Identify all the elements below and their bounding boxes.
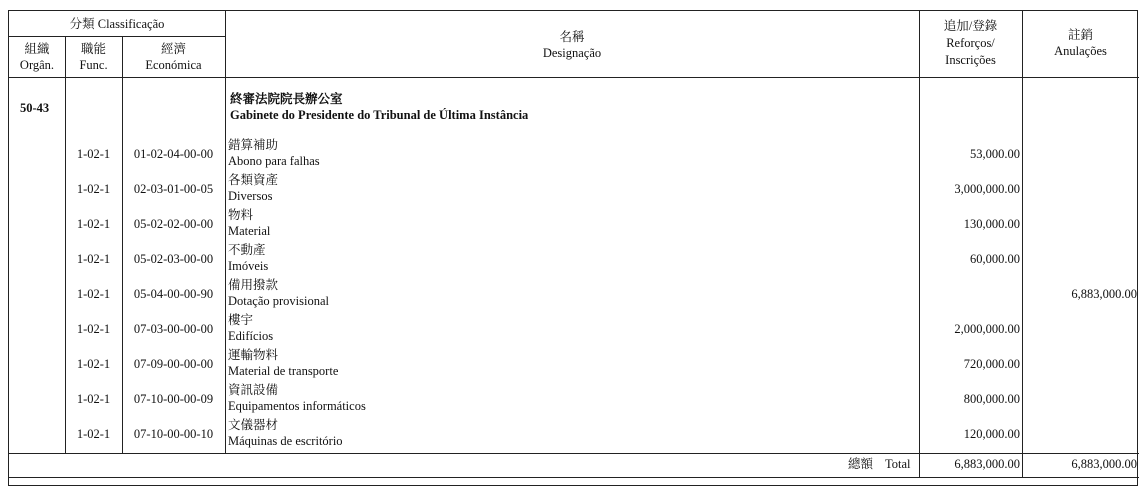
row-name-zh: 備用撥款 bbox=[228, 278, 279, 292]
row-name-pt: Diversos bbox=[228, 189, 273, 203]
organic-header-zh: 組織 bbox=[24, 42, 50, 56]
row-name-zh: 運輸物料 bbox=[228, 348, 279, 362]
designation-header-pt: Designação bbox=[542, 46, 602, 60]
row-reinforcement: 53,000.00 bbox=[970, 147, 1020, 161]
row-economic-code: 07-03-00-00-00 bbox=[133, 322, 214, 336]
row-economic-code: 07-09-00-00-00 bbox=[133, 357, 214, 371]
designation-header-zh: 名稱 bbox=[559, 30, 585, 44]
row-name-zh: 物料 bbox=[228, 208, 254, 222]
organic-header-pt: Orgân. bbox=[19, 58, 55, 72]
row-economic-code: 05-02-03-00-00 bbox=[133, 252, 214, 266]
row-economic-code: 05-02-02-00-00 bbox=[133, 217, 214, 231]
total-label-pt: Total bbox=[885, 457, 911, 471]
header-bottom-line bbox=[9, 77, 1139, 78]
row-name-pt: Máquinas de escritório bbox=[228, 434, 343, 448]
row-name-zh: 樓宇 bbox=[228, 313, 254, 327]
organic-code: 50-43 bbox=[20, 101, 50, 115]
row-reinforcement: 2,000,000.00 bbox=[954, 322, 1020, 336]
row-functional-code: 1-02-1 bbox=[76, 392, 111, 406]
row-functional-code: 1-02-1 bbox=[76, 217, 111, 231]
economic-header-pt: Económica bbox=[145, 58, 202, 72]
economic-header-zh: 經濟 bbox=[160, 42, 186, 56]
row-reinforcement: 3,000,000.00 bbox=[954, 182, 1020, 196]
functional-header-pt: Func. bbox=[79, 58, 108, 72]
total-annulment: 6,883,000.00 bbox=[1071, 457, 1137, 471]
row-name-zh: 文儀器材 bbox=[228, 418, 279, 432]
row-economic-code: 07-10-00-00-10 bbox=[133, 427, 214, 441]
col-divider-reinforcement bbox=[1022, 11, 1023, 477]
row-name-pt: Dotação provisional bbox=[228, 294, 330, 308]
budget-table bbox=[8, 10, 1138, 486]
row-economic-code: 01-02-04-00-00 bbox=[133, 147, 214, 161]
section-title-zh: 終審法院院長辦公室 bbox=[230, 92, 343, 106]
row-economic-code: 07-10-00-00-09 bbox=[133, 392, 214, 406]
annulment-header-pt: Anulações bbox=[1054, 44, 1107, 58]
row-functional-code: 1-02-1 bbox=[76, 427, 111, 441]
row-economic-code: 05-04-00-00-90 bbox=[133, 287, 214, 301]
row-name-zh: 各類資產 bbox=[228, 173, 279, 187]
reinforcement-header-pt1: Reforços/ bbox=[946, 36, 995, 50]
row-name-pt: Imóveis bbox=[228, 259, 269, 273]
row-name-pt: Edifícios bbox=[228, 329, 274, 343]
row-reinforcement: 130,000.00 bbox=[963, 217, 1020, 231]
row-functional-code: 1-02-1 bbox=[76, 182, 111, 196]
annulment-header-zh: 註銷 bbox=[1067, 28, 1093, 42]
classification-header: 分類 Classificação bbox=[69, 17, 165, 31]
row-reinforcement: 120,000.00 bbox=[963, 427, 1020, 441]
row-reinforcement: 800,000.00 bbox=[963, 392, 1020, 406]
row-name-pt: Material de transporte bbox=[228, 364, 339, 378]
total-reinforcement: 6,883,000.00 bbox=[954, 457, 1020, 471]
row-name-pt: Equipamentos informáticos bbox=[228, 399, 366, 413]
reinforcement-header-zh: 追加/登錄 bbox=[943, 19, 998, 33]
col-divider-functional bbox=[122, 37, 123, 453]
row-name-pt: Material bbox=[228, 224, 271, 238]
row-annulment: 6,883,000.00 bbox=[1071, 287, 1137, 301]
row-functional-code: 1-02-1 bbox=[76, 357, 111, 371]
reinforcement-header-pt2: Inscrições bbox=[945, 53, 996, 67]
col-divider-organic bbox=[65, 37, 66, 453]
row-functional-code: 1-02-1 bbox=[76, 147, 111, 161]
functional-header-zh: 職能 bbox=[80, 42, 106, 56]
row-functional-code: 1-02-1 bbox=[76, 322, 111, 336]
classification-underline bbox=[9, 36, 226, 37]
row-name-zh: 不動產 bbox=[228, 243, 266, 257]
row-name-pt: Abono para falhas bbox=[228, 154, 320, 168]
row-functional-code: 1-02-1 bbox=[76, 252, 111, 266]
body-bottom-line bbox=[9, 453, 1139, 454]
row-name-zh: 錯算補助 bbox=[228, 138, 279, 152]
row-reinforcement: 720,000.00 bbox=[963, 357, 1020, 371]
col-divider-designation bbox=[919, 11, 920, 477]
section-title-pt: Gabinete do Presidente do Tribunal de Última Instância bbox=[230, 108, 529, 122]
row-economic-code: 02-03-01-00-05 bbox=[133, 182, 214, 196]
total-bottom-line bbox=[9, 477, 1139, 478]
total-label-zh: 總額 bbox=[848, 457, 874, 471]
row-reinforcement: 60,000.00 bbox=[970, 252, 1020, 266]
row-functional-code: 1-02-1 bbox=[76, 287, 111, 301]
row-name-zh: 資訊設備 bbox=[228, 383, 279, 397]
